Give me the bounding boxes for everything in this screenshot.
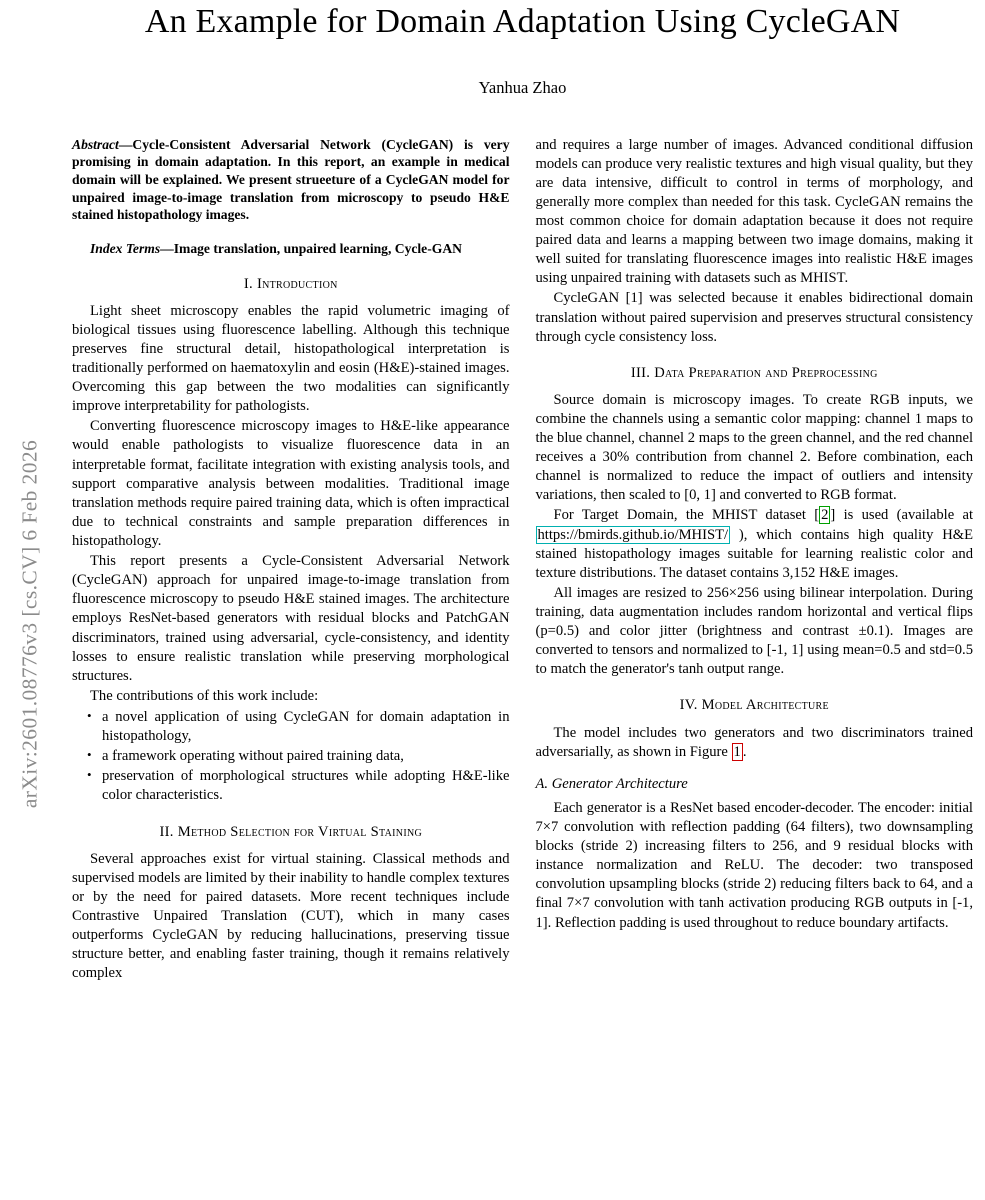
section-heading-model-architecture [536, 696, 974, 715]
author-name: Yanhua Zhao [478, 77, 567, 97]
section-number: II. [159, 823, 174, 840]
section-heading-method-selection [72, 823, 510, 842]
citation-link-1[interactable]: [1] [625, 290, 643, 307]
abstract-lead: Abstract [72, 136, 119, 152]
citation-link-2[interactable]: 2 [821, 507, 829, 524]
section-number: IV. [679, 697, 698, 714]
page-title: An Example for Domain Adaptation Using CycleGAN [144, 3, 901, 40]
model-arch-paragraph-2: Each generator is a ResNet based encoder-decoder. The encoder: initial 7×7 convolution with reflection padding (64 filters), two downsampling blocks (stride 2) increasing filters to 256, and 9 residual blocks with instance normalization and ReLU. The decoder: two transposed convolution upsampling blocks (stride 2) reducing filters back to 64, and a final 7×7 convolution with tanh activation producing RGB outputs in [-1, 1]. Reflection padding is used throughout to reduce boundary artifacts. [535, 799, 973, 931]
figure-trailing-text: . [742, 743, 747, 760]
two-column-body [60, 136, 985, 984]
list-item: • a framework operating without paired training data, [102, 747, 510, 766]
list-item: • preservation of morphological structures while adopting H&E-like color characteristics. [102, 767, 510, 805]
section-title: Model Architecture [701, 697, 829, 714]
section-heading-data-preparation [536, 364, 974, 383]
data-prep-paragraph-2 [536, 506, 974, 582]
dataset-lead-text: For Target Domain, the MHIST dataset [ [553, 507, 820, 524]
intro-paragraph-1: Light sheet microscopy enables the rapid volumetric imaging of biological tissues using fluorescence labelling. Although this technique preserves fine structural detail, histopathological interpretation is traditionally performed on haematoxylin and eosin (H&E)-stained images. Overcoming this gap between the two modalities can significantly improve interpretability for pathologists. [72, 302, 510, 415]
dataset-trailing-text: ), which contains high quality H&E stained histopathology images suitable for learning realistic color and texture distributions. The dataset contains 3,152 H&E images. [535, 526, 973, 581]
left-column [72, 136, 510, 984]
intro-paragraph-2: Converting fluorescence microscopy images to H&E-like appearance would enable pathologists to visualize fluorescence data in an interpretable format, facilitate integration with existing analysis tools, and support comparative analysis between modalities. Traditional image translation methods require paired training data, which is often impractical due to technical constraints and sample preparation differences in histopathology. [72, 418, 510, 549]
paper-page [60, 0, 985, 1200]
data-prep-paragraph-3: All images are resized to 256×256 using bilinear interpolation. During training, data augmentation includes random horizontal and vertical flips (p=0.5) and color jitter (brightness and contrast ±0.1). Images are converted to tensors and normalized to [-1, 1] using mean=0.5 and std=0.5 to match the generator's tanh output range. [535, 584, 973, 678]
intro-paragraph-3: This report presents a Cycle-Consistent Adversarial Network (CycleGAN) approach for unpaired image-to-image translation from fluorescence microscopy to pseudo H&E stained images. The architecture employs ResNet-based generators with residual blocks and PatchGAN discriminators, trained using adversarial, cycle-consistency, and identity losses to ensure realistic translation while preserving morphological structures. [72, 553, 510, 684]
section-title: Introduction [256, 275, 338, 292]
section-number: I. [243, 275, 253, 292]
section-title: Data Preparation and Preprocessing [654, 364, 878, 381]
list-item: • a novel application of using CycleGAN for domain adaptation in histopathology, [102, 708, 510, 746]
contributions-list [72, 708, 510, 806]
method-selection-paragraph-2 [536, 289, 974, 346]
index-terms-paragraph [72, 240, 510, 258]
figure-lead-text: The model includes two generators and two discriminators trained adversarially, as shown in Figure [535, 724, 973, 760]
mhist-dataset-url-link[interactable]: https://bmirds.github.io/MHIST/ [537, 526, 729, 543]
method-selection-paragraph-1a: Several approaches exist for virtual staining. Classical methods and supervised models are limited by their inability to handle complex textures or by the need for paired datasets. More recent techniques include Contrastive Unpaired Translation (CUT), which in many cases outperforms CycleGAN by reducing hallucinations, preserving tissue structure better, and enabling faster training, though it remains relatively complex [72, 850, 510, 982]
figure-reference-link[interactable]: 1 [733, 743, 741, 760]
section-heading-introduction [72, 275, 510, 294]
index-terms-lead: Index Terms [90, 240, 161, 256]
data-prep-paragraph-1: Source domain is microscopy images. To create RGB inputs, we combine the channels using a semantic color mapping: channel 1 maps to the blue channel, channel 2 maps to the green channel, and the red channel receives a 30% contribution from channel 2. Before combination, each channel is normalized to reduce the impact of outliers and intensity variations, then scaled to [0, 1] and converted to RGB format. [535, 391, 973, 504]
abstract-text: —Cycle-Consistent Adversarial Network (CycleGAN) is very promising in domain adaptation. In this report, an example in medical domain will be explained. We present strueeture of a CycleGAN model for unpaired image-to-image translation from microscopy to pseudo H&E stained histopathology images. [72, 136, 510, 223]
section-title: Method Selection for Virtual Staining [177, 823, 423, 840]
subsection-heading-generator-architecture: A. Generator Architecture [535, 775, 688, 792]
abstract-paragraph [72, 136, 510, 224]
model-arch-paragraph-1 [536, 724, 974, 762]
citation-trailing-text: was selected because it enables bidirectional domain translation without paired supervision and preserves structural consistency through cycle consistency loss. [535, 290, 973, 345]
index-terms-text: —Image translation, unpaired learning, Cycle-GAN [160, 240, 462, 256]
dataset-mid-text: ] is used (available at [830, 507, 973, 524]
citation-lead-text: CycleGAN [553, 290, 626, 307]
right-column [536, 136, 974, 984]
section-number: III. [630, 364, 651, 381]
method-selection-paragraph-1b: and requires a large number of images. Advanced conditional diffusion models can produce very realistic textures and high visual quality, but they are data intensive, difficult to control in terms of morphology, and generally more complex than needed for this task. CycleGAN remains the most common choice for domain adaptation because it does not require paired data and learns a mapping between two image domains, making it well suited for translating fluorescence images into realistic H&E images using unpaired training with datasets such as MHIST. [535, 136, 973, 287]
intro-paragraph-4: The contributions of this work include: [90, 687, 319, 704]
arxiv-stamp-text: arXiv:2601.08776v3 [cs.CV] 6 Feb 2026 [17, 439, 42, 809]
arxiv-stamp [0, 0, 60, 1200]
